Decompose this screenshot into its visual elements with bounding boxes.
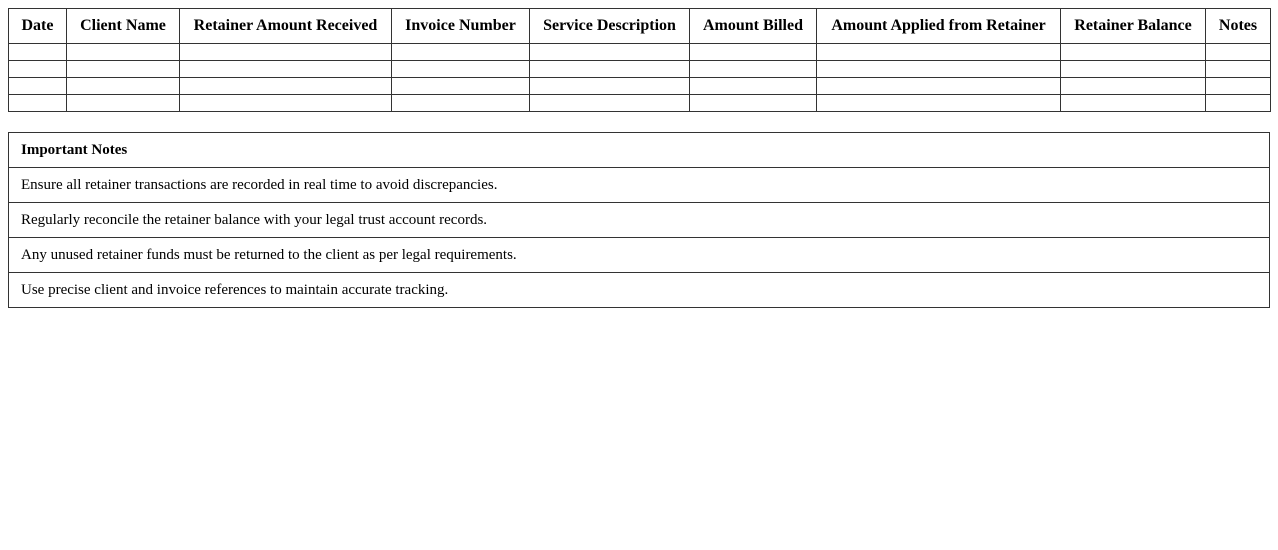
- table-cell[interactable]: [180, 95, 392, 112]
- column-header-client-name: Client Name: [67, 9, 180, 44]
- table-cell[interactable]: [1206, 78, 1271, 95]
- table-cell[interactable]: [9, 61, 67, 78]
- table-cell[interactable]: [530, 78, 690, 95]
- table-cell[interactable]: [690, 95, 817, 112]
- notes-title: Important Notes: [9, 133, 1270, 168]
- note-item: Use precise client and invoice references to maintain accurate tracking.: [9, 273, 1270, 308]
- note-item: Ensure all retainer transactions are recorded in real time to avoid discrepancies.: [9, 168, 1270, 203]
- retainer-tracking-table: [8, 8, 1271, 112]
- table-cell[interactable]: [530, 95, 690, 112]
- note-row: [9, 238, 1270, 273]
- table-cell[interactable]: [180, 61, 392, 78]
- column-header-invoice-number: Invoice Number: [392, 9, 530, 44]
- note-item: Regularly reconcile the retainer balance with your legal trust account records.: [9, 203, 1270, 238]
- table-cell[interactable]: [690, 44, 817, 61]
- table-cell[interactable]: [67, 78, 180, 95]
- table-row: [9, 95, 1271, 112]
- table-cell[interactable]: [530, 44, 690, 61]
- table-cell[interactable]: [392, 44, 530, 61]
- table-cell[interactable]: [67, 44, 180, 61]
- table-cell[interactable]: [1061, 61, 1206, 78]
- table-cell[interactable]: [67, 95, 180, 112]
- table-cell[interactable]: [9, 44, 67, 61]
- table-row: [9, 78, 1271, 95]
- table-cell[interactable]: [1206, 95, 1271, 112]
- table-cell[interactable]: [817, 44, 1061, 61]
- table-cell[interactable]: [180, 44, 392, 61]
- table-cell[interactable]: [67, 61, 180, 78]
- table-header-row: [9, 9, 1271, 44]
- column-header-service-description: Service Description: [530, 9, 690, 44]
- table-cell[interactable]: [9, 95, 67, 112]
- table-cell[interactable]: [690, 61, 817, 78]
- table-row: [9, 61, 1271, 78]
- column-header-retainer-amount-received: Retainer Amount Received: [180, 9, 392, 44]
- column-header-notes: Notes: [1206, 9, 1271, 44]
- note-row: [9, 273, 1270, 308]
- table-cell[interactable]: [9, 78, 67, 95]
- table-cell[interactable]: [1206, 61, 1271, 78]
- note-item: Any unused retainer funds must be returned to the client as per legal requirements.: [9, 238, 1270, 273]
- important-notes-table: [8, 132, 1270, 308]
- table-cell[interactable]: [530, 61, 690, 78]
- column-header-retainer-balance: Retainer Balance: [1061, 9, 1206, 44]
- table-cell[interactable]: [1061, 95, 1206, 112]
- column-header-amount-billed: Amount Billed: [690, 9, 817, 44]
- table-cell[interactable]: [392, 95, 530, 112]
- table-cell[interactable]: [1206, 44, 1271, 61]
- column-header-amount-applied: Amount Applied from Retainer: [817, 9, 1061, 44]
- table-cell[interactable]: [392, 61, 530, 78]
- table-cell[interactable]: [817, 95, 1061, 112]
- table-cell[interactable]: [690, 78, 817, 95]
- table-cell[interactable]: [817, 61, 1061, 78]
- note-row: [9, 168, 1270, 203]
- note-row: [9, 203, 1270, 238]
- table-cell[interactable]: [180, 78, 392, 95]
- table-row: [9, 44, 1271, 61]
- column-header-date: Date: [9, 9, 67, 44]
- table-cell[interactable]: [392, 78, 530, 95]
- notes-header-row: [9, 133, 1270, 168]
- table-cell[interactable]: [1061, 78, 1206, 95]
- table-cell[interactable]: [817, 78, 1061, 95]
- table-cell[interactable]: [1061, 44, 1206, 61]
